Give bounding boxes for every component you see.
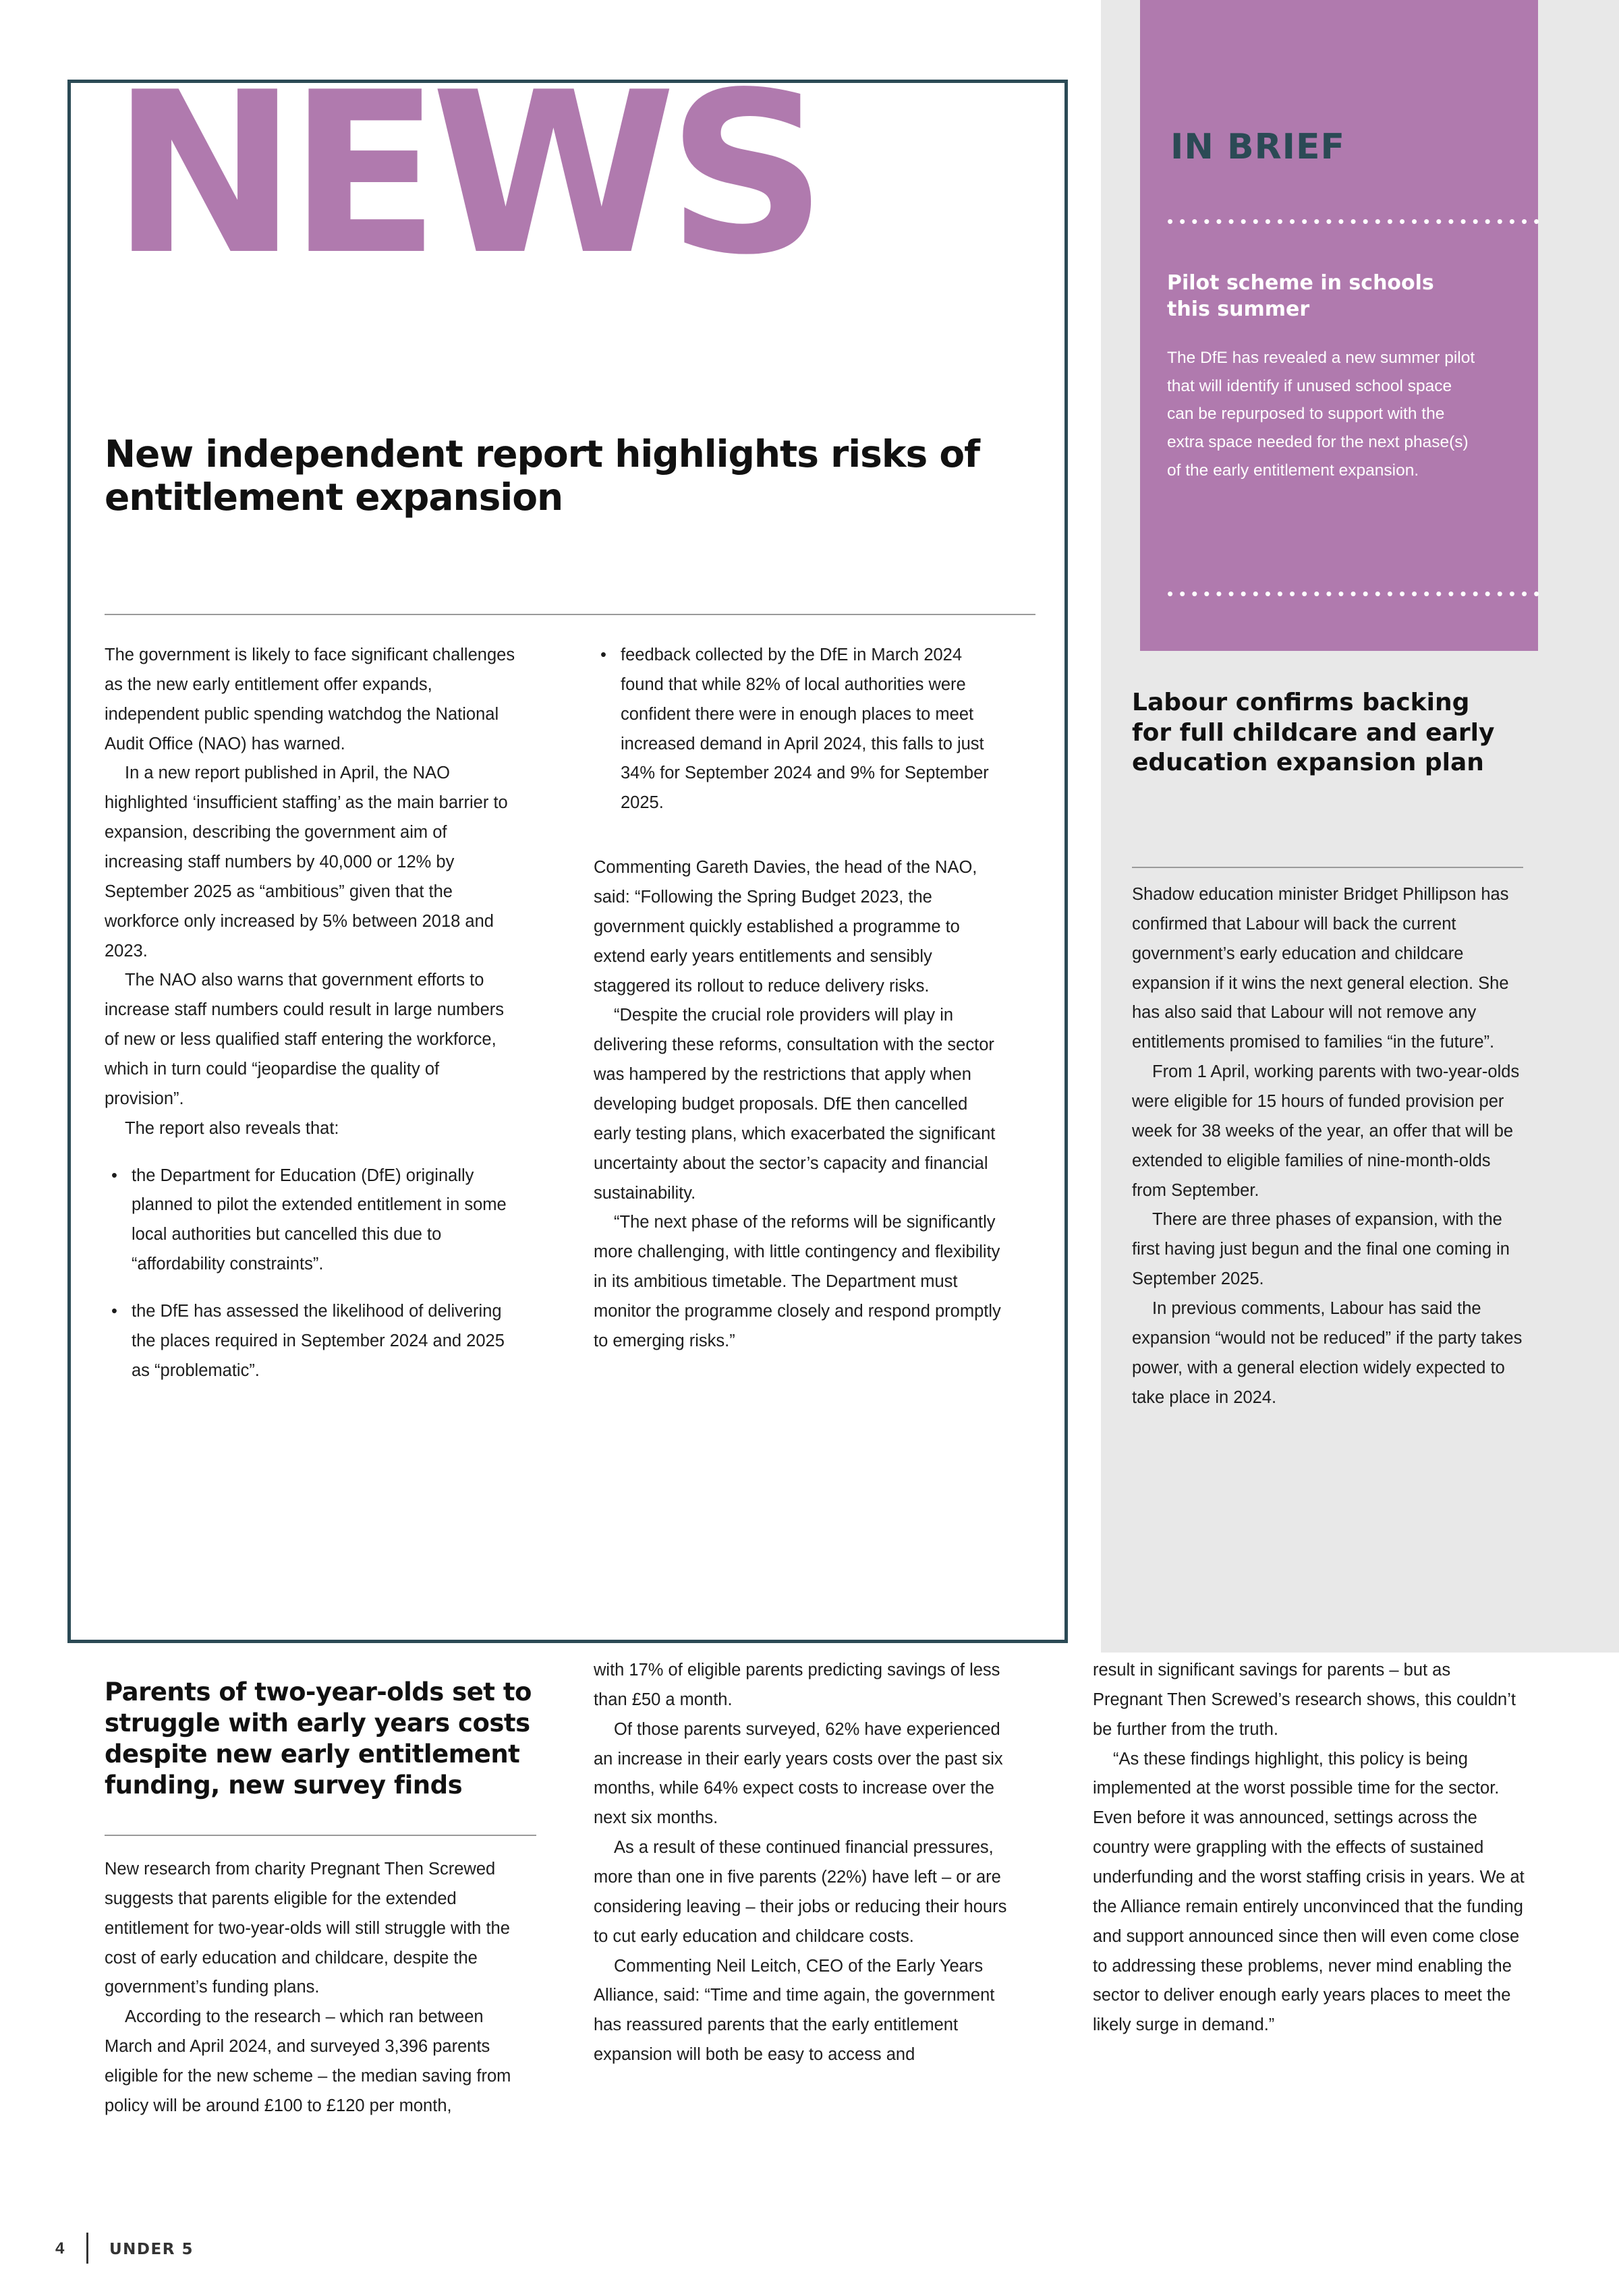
paragraph: Of those parents surveyed, 62% have experienced an increase in their early years costs over the past six months, while 64% expect costs to increase over the next six months. [594,1719,1003,1828]
in-brief-item-title: Pilot scheme in schools this summer [1167,271,1434,321]
dotted-divider-top: ••••••••••••••••••••••••••••••• [1167,211,1546,231]
masthead-title: NEWS [111,45,818,304]
footer-divider [86,2233,88,2264]
headline-rule [105,614,1035,615]
paragraph: Commenting Neil Leitch, CEO of the Early Years Alliance, said: “Time and time again, the government has reassured parents that the early entitlement expansion will both be easy to access and [594,1956,995,2065]
paragraph: result in significant savings for parents – but as Pregnant Then Screwed’s research shows, this couldn’t be further from the truth. [1093,1661,1516,1739]
in-brief-item-body: The DfE has revealed a new summer pilot that will identify if unused school space can be repurposed to support with the extra space needed for the next phase(s) of the early entitlement expansion. [1167,349,1475,480]
in-brief-panel [1140,0,1546,651]
paragraph: According to the research – which ran between March and April 2024, and surveyed 3,396 parents eligible for the new scheme – the median saving from policy will be around £100 to £120 per month, [105,2007,511,2115]
bottom-article-column-3 [1093,1656,1525,2040]
paragraph: The report also reveals that: [125,1118,339,1138]
list-item: • feedback collected by the DfE in March 2024 found that while 82% of local authorities were confident there were in enough places to meet increased demand in April 2024, this falls to just 34% for September 2024 and 9% for September 2025. [594,641,1009,818]
labour-article-body [1132,880,1527,1412]
page-number: 4 [55,2239,65,2258]
labour-article-headline: Labour confirms backing for full childcare and early education expansion plan [1132,688,1495,777]
paragraph: “Despite the crucial role providers will play in delivering these reforms, consultation with the sector was hampered by the restrictions that apply when developing budget proposals. DfE then cancelled early testing plans, which exacerbated the significant uncertainty about the sector’s capacity and financial sustainability. [594,1006,996,1203]
main-article-headline: New independent report highlights risks of entitlement expansion [105,432,980,519]
masthead-box [67,45,1068,383]
paragraph: From 1 April, working parents with two-year-olds were eligible for 15 hours of funded provision per week for 38 weeks of the year, an offer that will be extended to eligible families of nine-month-olds from September. [1132,1062,1520,1200]
bottom-headline-rule [105,1835,536,1836]
paragraph: Commenting Gareth Davies, the head of the NAO, said: “Following the Spring Budget 2023, the government quickly established a programme to extend early years entitlements and sensibly staggered its rollout to reduce delivery risks. [594,858,977,996]
paragraph: “As these findings highlight, this policy is being implemented at the worst possible time for the sector. Even before it was announced, settings across the country were grappling with the effects of sustained underfunding and the worst staffing crisis in years. We at the Alliance remain entirely unconvinced that the funding and support announced since then will even come close to addressing these problems, never mind enabling the sector to deliver enough early years places to meet the likely surge in demand.” [1093,1749,1525,2035]
main-article-column-1 [105,641,516,1404]
list-item: • the Department for Education (DfE) originally planned to pilot the extended entitlement in some local authorities but cancelled this due to “affordability constraints”. [105,1161,516,1280]
bottom-article-column-2 [594,1656,1012,2070]
list-item: • the DfE has assessed the likelihood of delivering the places required in September 2024 and 2025 as “problematic”. [105,1297,516,1386]
dotted-divider-bottom: ••••••••••••••••••••••••••••••• [1167,583,1546,604]
paragraph: The government is likely to face significant challenges as the new early entitlement offer expands, independent public spending watchdog the National Audit Office (NAO) has warned. [105,645,515,753]
bottom-article-headline: Parents of two-year-olds set to struggle with early years costs despite new early entitlement funding, new survey finds [105,1677,532,1800]
paragraph: New research from charity Pregnant Then Screwed suggests that parents eligible for the extended entitlement for two-year-olds will still struggle with the cost of early education and childcare, despite the government’s funding plans. [105,1860,510,1997]
labour-headline-rule [1132,867,1523,868]
paragraph: with 17% of eligible parents predicting savings of less than £50 a month. [594,1661,1000,1709]
main-article-bullet-list-2 [594,641,1009,818]
paragraph: Shadow education minister Bridget Phillipson has confirmed that Labour will back the current government’s early education and childcare expansion if it wins the next general election. She has also said that Labour will not remove any entitlements promised to families “in the future”. [1132,885,1509,1052]
in-brief-title: IN BRIEF [1170,127,1346,167]
paragraph: The NAO also warns that government efforts to increase staff numbers could result in large numbers of new or less qualified staff entering the workforce, which in turn could “jeopardise the quality of provision”. [105,971,504,1108]
paragraph: As a result of these continued financial pressures, more than one in five parents (22%) have left – or are considering leaving – their jobs or reducing their hours to cut early education and childcare costs. [594,1838,1007,1946]
main-article-column-2 [594,641,1009,1356]
paragraph: In previous comments, Labour has said the expansion “would not be reduced” if the party takes power, with a general election widely expected to take place in 2024. [1132,1299,1523,1407]
bottom-article-column-1 [105,1855,526,2121]
main-article-bullet-list-1 [105,1161,516,1386]
publication-name: UNDER 5 [109,2241,194,2258]
paragraph: “The next phase of the reforms will be significantly more challenging, with little contingency and flexibility in its ambitious timetable. The Department must monitor the programme closely and respond promptly to emerging risks.” [594,1213,1001,1350]
paragraph: There are three phases of expansion, with the first having just begun and the final one coming in September 2025. [1132,1210,1510,1289]
paragraph: In a new report published in April, the NAO highlighted ‘insufficient staffing’ as the main barrier to expansion, describing the government aim of increasing staff numbers by 40,000 or 12% by September 2025 as “ambitious” given that the workforce only increased by 5% between 2018 and 2023. [105,764,508,960]
